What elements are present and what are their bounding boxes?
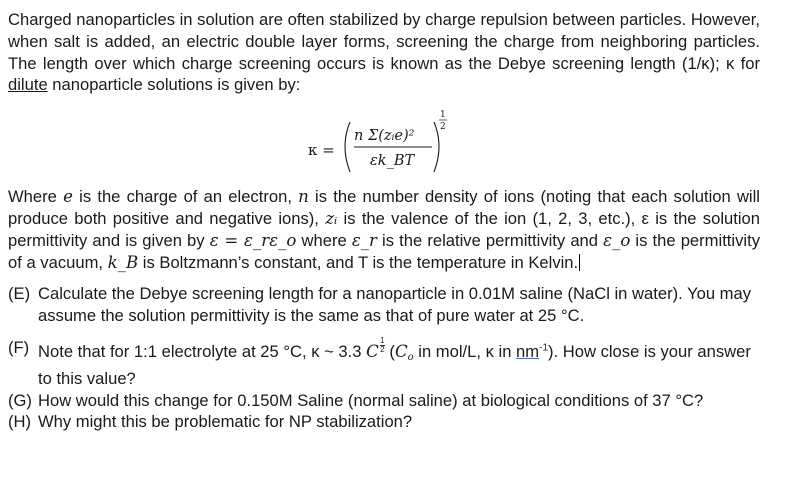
def-text: is the charge of an electron, [72,187,299,207]
unit-sup: -1 [539,342,549,354]
exponent-numerator: 1 [440,110,446,121]
f-text: in mol/L, κ in [413,341,517,361]
var-z: zᵢ [325,208,338,228]
dilute-word: dilute [8,75,48,95]
question-e [8,283,760,326]
var-n: n [298,187,309,207]
left-paren [345,122,350,172]
def-text: Where [8,187,64,207]
def-text: is Boltzmann’s constant, and T is the temperature in Kelvin. [138,252,579,272]
question-label: (E) [8,284,31,304]
unit-nm: nm [516,341,540,361]
var-eps-o: ε_o [603,230,631,250]
question-text: Note that for 1:1 electrolyte at 25 °C, κ ~ 3.3 C $\frac{1}{2}$ (Co in mol/L, κ in $nm^{-1}$). How close is your answer to this value? [38,335,751,389]
question-g [8,390,760,412]
question-label: (F) [8,337,30,357]
intro-paragraph [8,9,760,96]
var-eps-eq: ε = ε_rε_o [209,230,297,250]
def-text: is the valence of the ion (1, 2, 3, etc.), ε is the solution permittivity and is given by [8,208,760,250]
exponent-denominator: 2 [440,122,446,133]
intro-text: Charged nanoparticles in solution are often stabilized by charge repulsion between particles. However, when salt is added, an electric double layer forms, screening the charge from neighboring particles. The length over which charge screening occurs is known as the Debye screening length (1/κ); κ for [8,10,760,73]
equation-numerator: n Σ(zᵢe)² [354,128,415,145]
question-f [8,337,760,390]
def-text: is the relative permittivity and [376,230,604,250]
intro-text-end: nanoparticle solutions is given by: [47,75,301,95]
question-h [8,411,760,433]
var-e: e [63,187,73,207]
equation-lhs: κ = [308,141,335,160]
f-text: ( [384,341,395,361]
question-text: How would this change for 0.150M Saline (normal saline) at biological conditions of 37 °C? [38,390,704,410]
right-paren [434,122,439,172]
def-text: is the permittivity of a vacuum, [8,230,760,272]
question-label: (H) [8,412,32,432]
def-text: is the number density of ions (noting that each solution will produce both positive and negative ions), [8,187,760,228]
def-text: where [296,230,352,250]
var-eps-r: ε_r [351,230,377,250]
question-text: Why might this be problematic for NP stabilization? [38,412,413,432]
var-co2: C [394,341,408,361]
f-text: Note that for 1:1 electrolyte at 25 °C, κ ~ 3.3 [38,341,367,361]
debye-equation [8,100,760,186]
text-cursor [579,254,580,271]
equation-denominator: εk_BT [370,153,415,170]
var-co: C [366,341,379,361]
var-kb: k_B [107,252,139,272]
question-label: (G) [8,390,32,410]
document-page [8,9,760,433]
question-text: Calculate the Debye screening length for a nanoparticle in 0.01M saline (NaCl in water). You may assume the solution permittivity is the same as that of pure water at 25 °C. [38,284,752,325]
equation-svg [8,100,760,186]
definitions-paragraph [8,186,760,273]
half-exponent: $\frac{1}{2}$ [380,335,385,354]
f-text: ). How close is your answer to this value? [38,341,751,389]
